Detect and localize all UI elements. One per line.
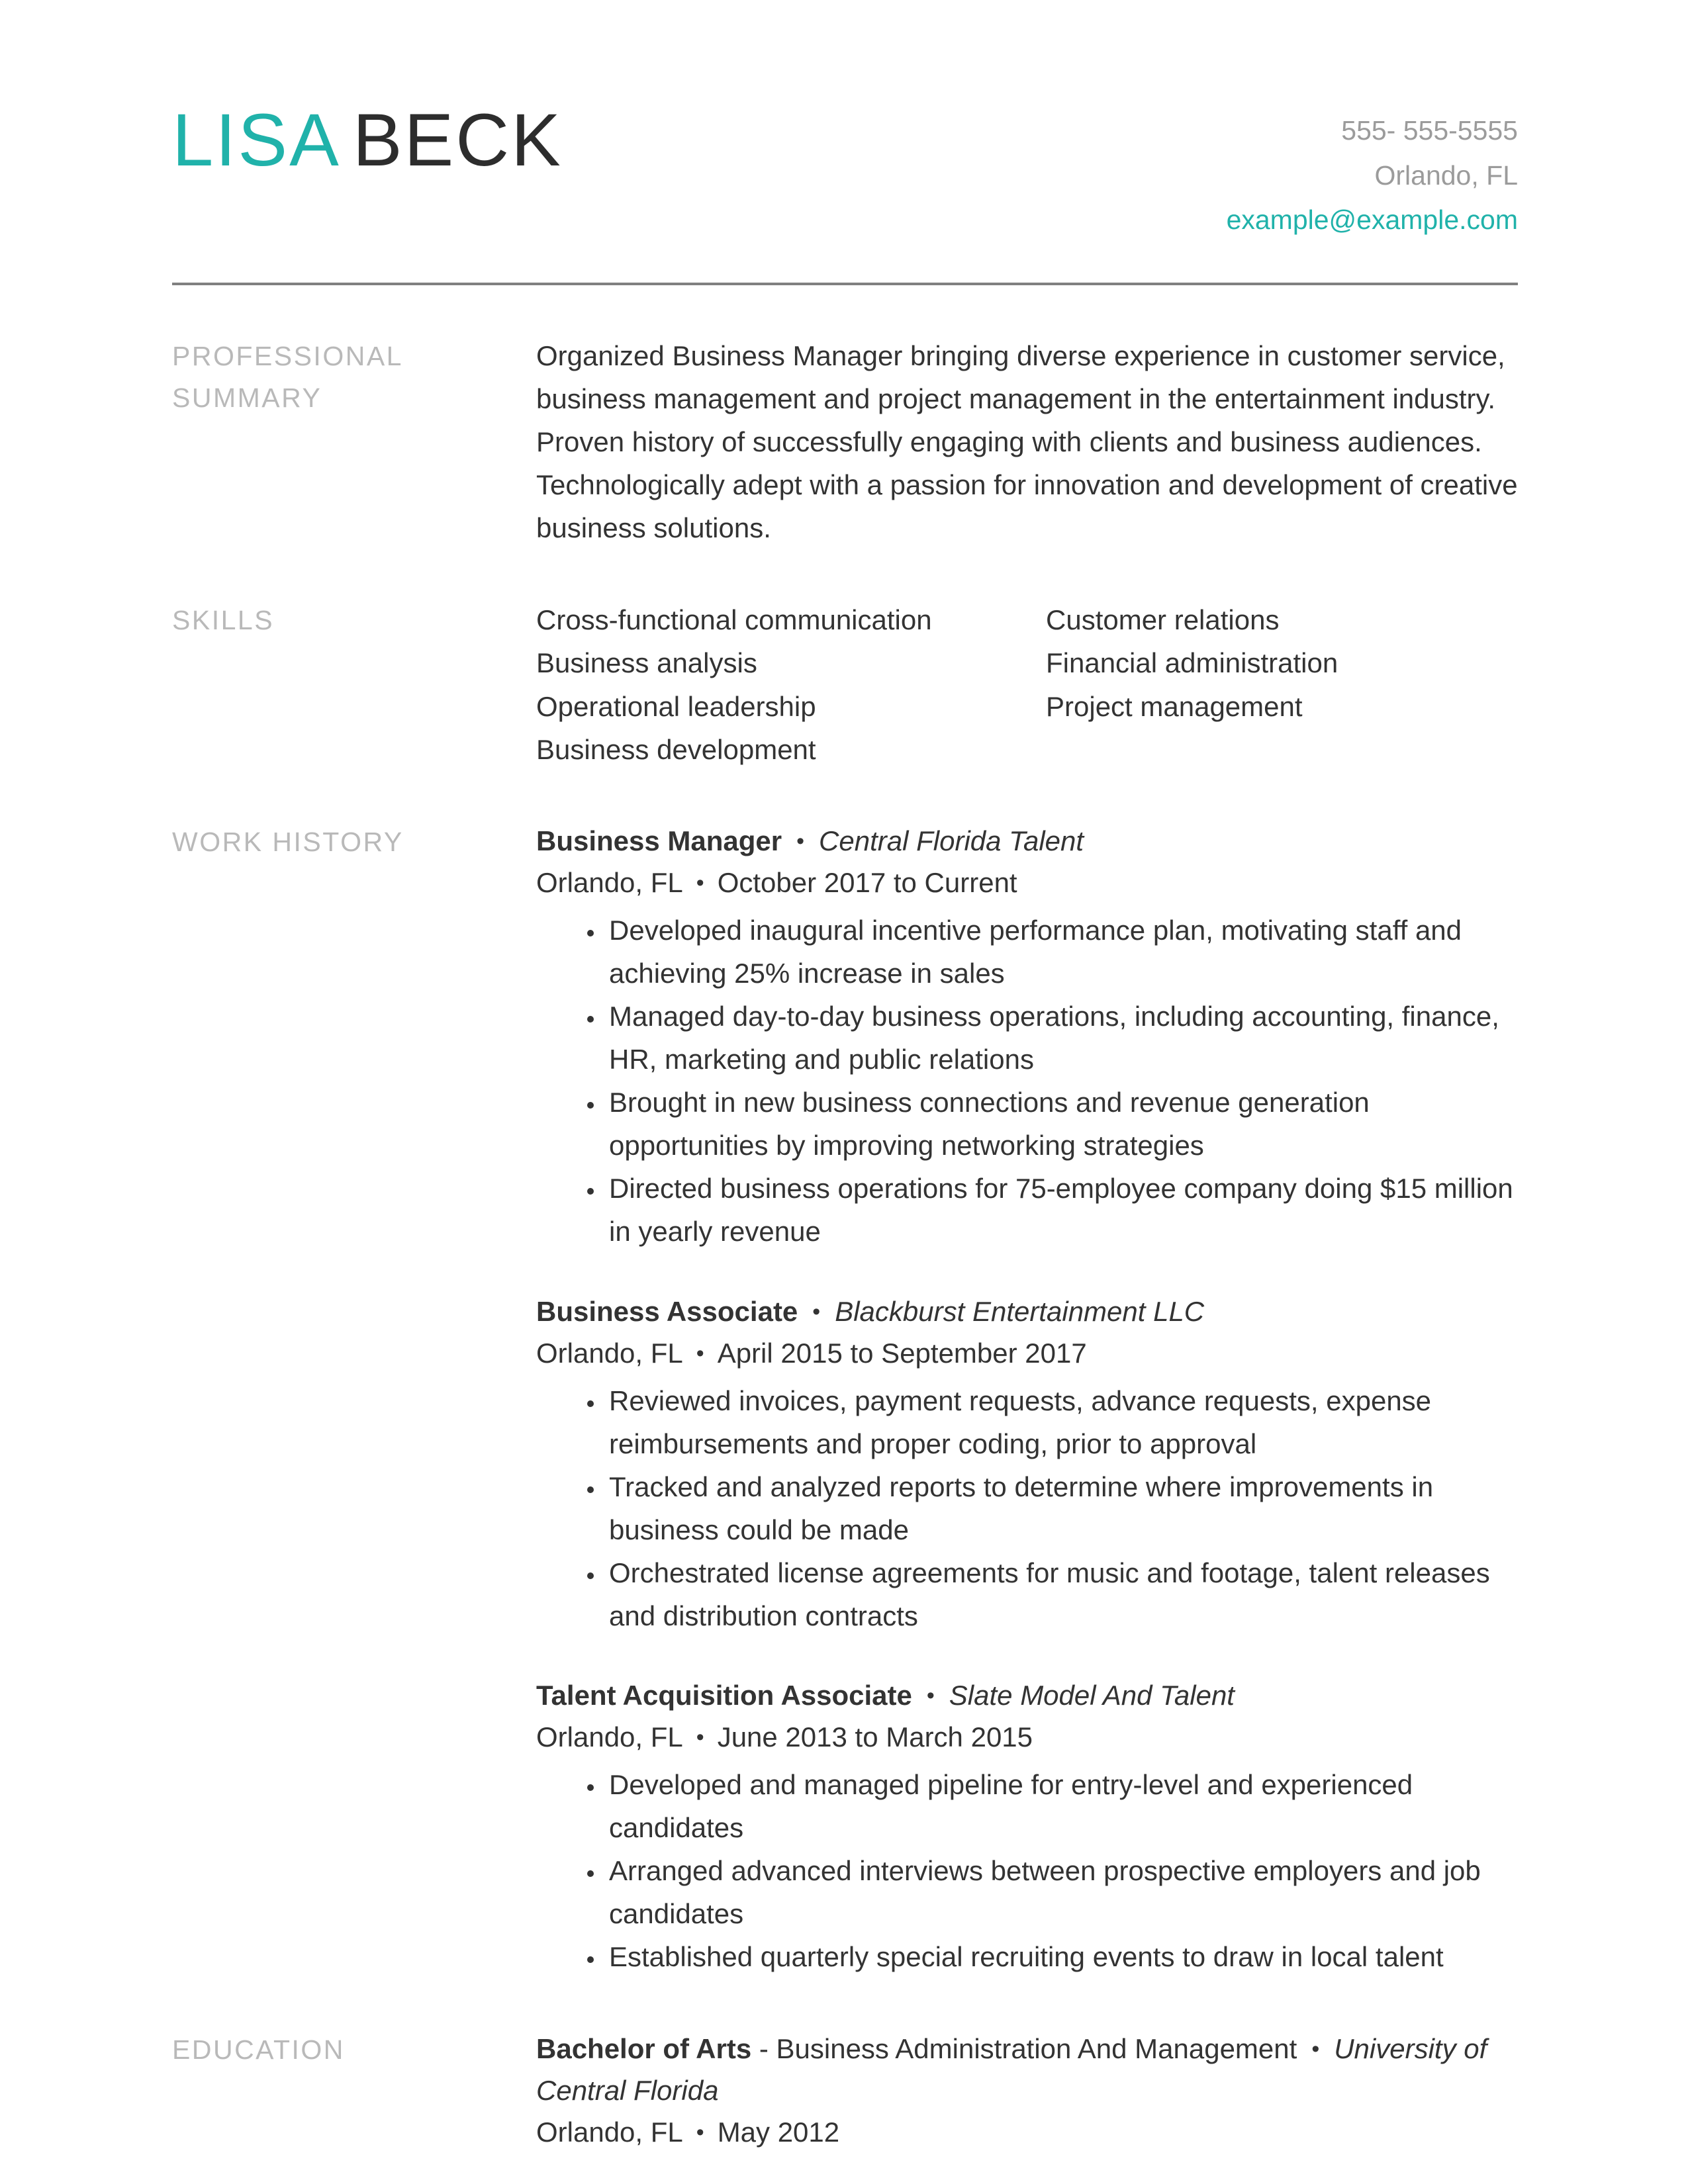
skill-item: Business development xyxy=(536,733,816,765)
section-education xyxy=(172,2028,1518,2153)
skill-item: Business analysis xyxy=(536,647,757,679)
job-meta-line xyxy=(536,1716,1518,1758)
job-title: Business Associate xyxy=(536,1295,798,1327)
job-bullet: • Directed business operations for 75-employee company doing $15 million in yearly revenue xyxy=(605,1167,1518,1253)
skills-column-1 xyxy=(536,598,1046,770)
skills-grid xyxy=(536,598,1518,770)
job-location: Orlando, FL xyxy=(536,1721,683,1753)
education-dates: May 2012 xyxy=(717,2116,840,2148)
contact-location: Orlando, FL xyxy=(1374,159,1518,191)
job-location: Orlando, FL xyxy=(536,1337,683,1369)
separator-dot: • xyxy=(696,870,704,895)
candidate-last-name: BECK xyxy=(352,99,563,181)
job-title-line xyxy=(536,820,1518,862)
job-meta-line xyxy=(536,862,1518,903)
job-dates: October 2017 to Current xyxy=(717,866,1017,898)
section-skills xyxy=(172,598,1518,770)
header-divider xyxy=(172,283,1518,285)
education-degree: Bachelor of Arts xyxy=(536,2032,752,2064)
education-section-label: EDUCATION xyxy=(172,2034,345,2065)
job-bullet: • Established quarterly special recruiting events to draw in local talent xyxy=(605,1935,1518,1978)
summary-section-label: PROFESSIONAL SUMMARY xyxy=(172,340,402,414)
job-bullet: • Developed and managed pipeline for entry-level and experienced candidates xyxy=(605,1763,1518,1849)
section-work-history xyxy=(172,820,1518,1979)
job-meta-line xyxy=(536,1332,1518,1374)
separator-dot: • xyxy=(812,1298,821,1324)
separator-dot: • xyxy=(696,1340,704,1366)
job-bullet: • Orchestrated license agreements for music and footage, talent releases and distribution contracts xyxy=(605,1551,1518,1637)
job-location: Orlando, FL xyxy=(536,866,683,898)
candidate-name xyxy=(172,99,563,181)
job-dates: June 2013 to March 2015 xyxy=(717,1721,1033,1753)
summary-text: Organized Business Manager bringing diverse experience in customer service, business management and project management in the entertainment industry. Proven history of successfully engaging with clients and business audiences. Technologically adept with a passion for innovation and development of creative business solutions. xyxy=(536,340,1518,544)
job-bullet: • Managed day-to-day business operations, including accounting, finance, HR, marketing and public relations xyxy=(605,995,1518,1081)
work-history-section-label: WORK HISTORY xyxy=(172,826,404,857)
job-bullet: • Brought in new business connections and revenue generation opportunities by improving networking strategies xyxy=(605,1081,1518,1167)
separator-dot: • xyxy=(696,2119,704,2145)
job-company: Central Florida Talent xyxy=(819,825,1084,856)
job-bullet-list xyxy=(536,909,1518,1253)
resume-header xyxy=(172,99,1518,243)
job-bullet: • Reviewed invoices, payment requests, advance requests, expense reimbursements and proper coding, prior to approval xyxy=(605,1379,1518,1465)
skills-section-label: SKILLS xyxy=(172,605,275,636)
education-location: Orlando, FL xyxy=(536,2116,683,2148)
skill-item: Financial administration xyxy=(1046,647,1338,679)
job-company: Slate Model And Talent xyxy=(949,1680,1235,1711)
job-bullet-list xyxy=(536,1379,1518,1638)
job-title-line xyxy=(536,1674,1518,1716)
job-bullet: • Tracked and analyzed reports to determine where improvements in business could be made xyxy=(605,1465,1518,1551)
separator-dot: • xyxy=(696,1725,704,1751)
education-school: University of Central Florida xyxy=(536,2032,1487,2106)
skill-item: Cross-functional communication xyxy=(536,604,932,636)
job-entry xyxy=(536,1291,1518,1638)
job-title: Business Manager xyxy=(536,825,782,856)
job-bullet: • Arranged advanced interviews between prospective employers and job candidates xyxy=(605,1849,1518,1935)
education-meta-line xyxy=(536,2111,1518,2153)
skill-item: Project management xyxy=(1046,690,1303,722)
contact-email-link[interactable]: example@example.com xyxy=(1226,205,1518,236)
job-bullet-list xyxy=(536,1763,1518,1978)
job-company: Blackburst Entertainment LLC xyxy=(835,1295,1205,1327)
job-entry xyxy=(536,1674,1518,1978)
skills-column-2 xyxy=(1046,598,1518,770)
separator-dot: • xyxy=(1311,2036,1320,2062)
education-field: Business Administration And Management xyxy=(776,2032,1297,2064)
job-entry xyxy=(536,820,1518,1253)
candidate-first-name: LISA xyxy=(172,99,341,181)
job-bullet: • Developed inaugural incentive performance plan, motivating staff and achieving 25% increase in sales xyxy=(605,909,1518,995)
job-title: Talent Acquisition Associate xyxy=(536,1680,912,1711)
job-dates: April 2015 to September 2017 xyxy=(717,1337,1087,1369)
contact-block xyxy=(1227,99,1518,243)
separator-dot: • xyxy=(926,1683,935,1709)
degree-field-separator: - xyxy=(759,2032,769,2064)
section-professional-summary xyxy=(172,334,1518,549)
job-title-line xyxy=(536,1291,1518,1332)
skill-item: Customer relations xyxy=(1046,604,1280,636)
contact-phone: 555- 555-5555 xyxy=(1341,115,1518,146)
education-degree-line xyxy=(536,2028,1518,2111)
separator-dot: • xyxy=(796,828,805,854)
skill-item: Operational leadership xyxy=(536,690,816,722)
